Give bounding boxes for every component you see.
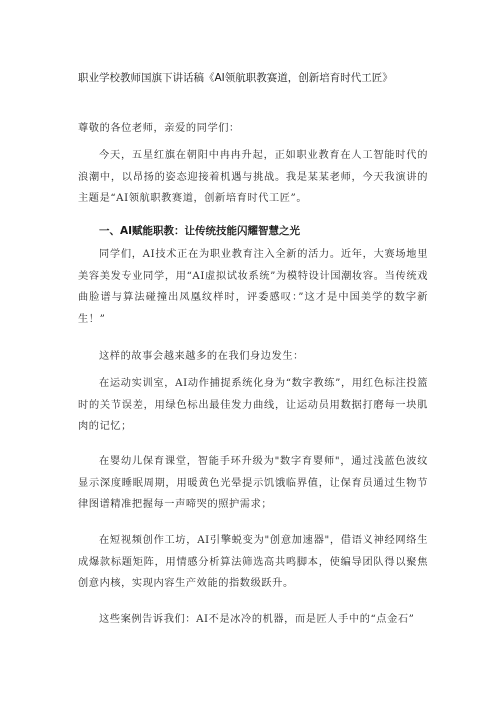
paragraph-intro: 今天，五星红旗在朝阳中冉冉升起，正如职业教育在人工智能时代的浪潮中，以昂扬的姿态迎接着机遇与挑战。我是某某老师，今天我演讲的主题是“AI领航职教赛道，创新培育时代工匠”。 xyxy=(78,150,428,204)
paragraph-ai-empowerment: 同学们，AI技术正在为职业教育注入全新的活力。近年，大赛场地里美容美发专业同学，用“AI虚拟试妆系统”为模特设计国潮妆容。当传统戏曲脸谱与算法碰撞出凤凰纹样时，评委感叹：”这才是中国美学的数字新生！” xyxy=(78,249,428,325)
paragraph-video-creation: 在短视频创作工坊，AI引擎蜕变为"创意加速器"，借语义神经网络生成爆款标题矩阵，用情感分析算法筛选高共鸣脚本，使编导团队得以聚焦创意内核，实现内容生产效能的指数级跃升。 xyxy=(78,535,428,589)
greeting: 尊敬的各位老师，亲爱的同学们： xyxy=(78,123,240,134)
paragraph-sports-training: 在运动实训室，AI动作捕捉系统化身为“数字教练”，用红色标注投篮时的关节误差，用绿色标出最佳发力曲线，让运动员用数据打磨每一块肌肉的记忆； xyxy=(78,378,428,432)
paragraph-conclusion: 这些案例告诉我们：AI不是冰冷的机器，而是匠人手中的“点金石” xyxy=(99,614,415,625)
document-title: 职业学校教师国旗下讲话稿《AI领航职教赛道，创新培育时代工匠》 xyxy=(78,72,393,84)
paragraph-stories: 这样的故事会越来越多的在我们身边发生： xyxy=(99,351,304,362)
paragraph-infant-care: 在婴幼儿保育课堂，智能手环升级为"数字育婴师"，通过浅蓝色波纹显示深度睡眠周期，用暖黄色光晕提示饥饿临界值，让保育员通过生物节律图谱精准把握每一声啼哭的照护需求； xyxy=(78,456,428,510)
section-heading-1: 一、AI赋能职教：让传统技能闪耀智慧之光 xyxy=(99,225,301,237)
